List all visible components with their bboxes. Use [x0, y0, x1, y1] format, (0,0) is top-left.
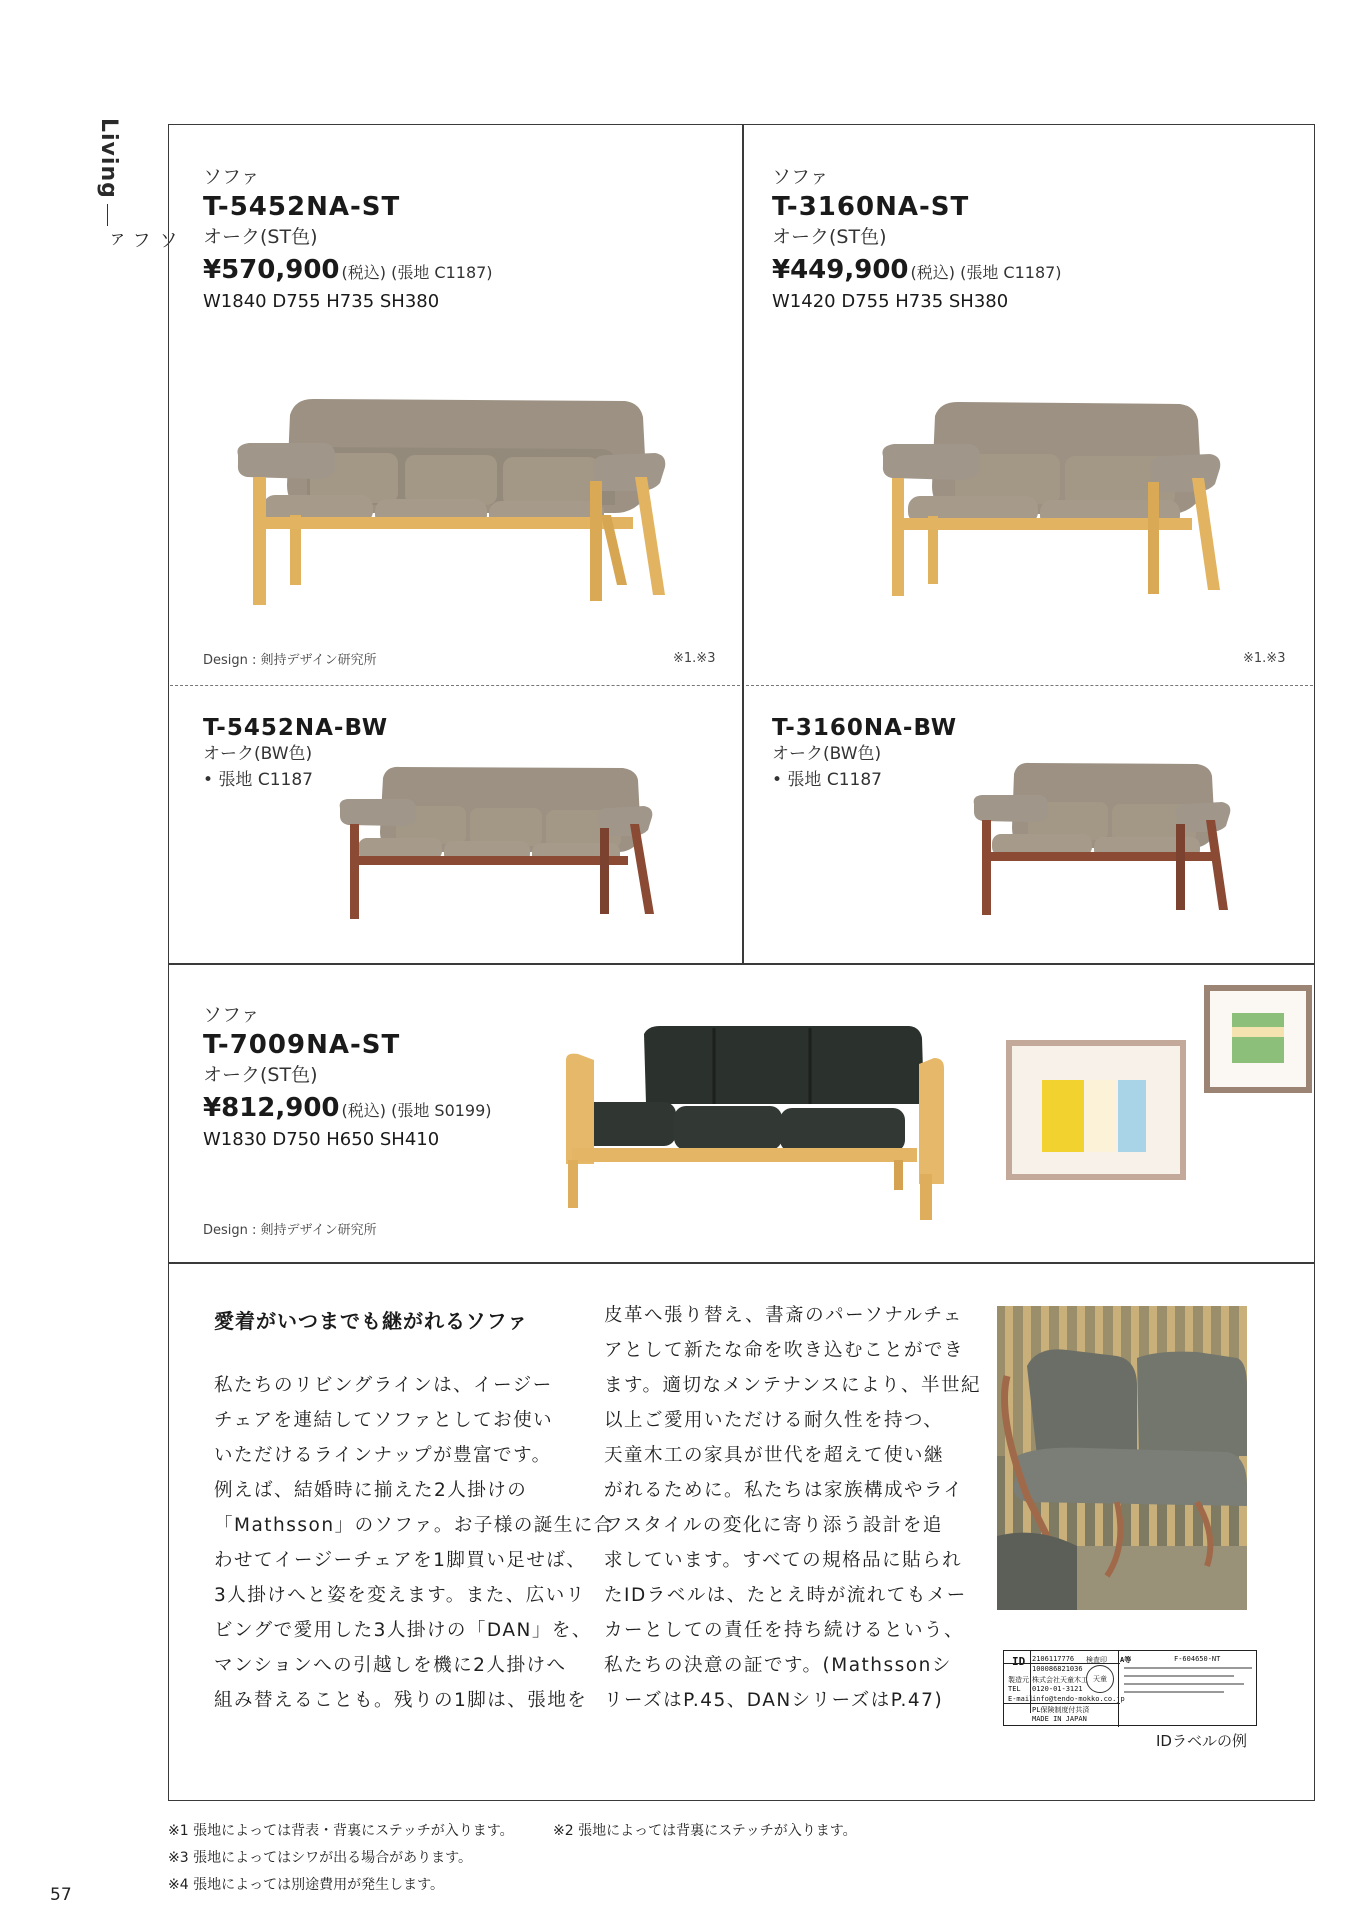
- id-label-seal-icon: 天童: [1086, 1665, 1114, 1693]
- id-label-made: MADE IN JAPAN: [1032, 1715, 1087, 1723]
- product-model: T-3160NA-BW: [772, 715, 958, 741]
- id-label-fineprint: [1124, 1667, 1252, 1669]
- article-line: 「Mathsson」のソファ。お子様の誕生に合: [214, 1515, 614, 1536]
- product-note-ref: ※1.※3: [1243, 651, 1286, 666]
- article-column-2: [604, 1298, 982, 1718]
- product-category: ソファ: [203, 166, 260, 188]
- id-label-fineprint: [1124, 1691, 1224, 1693]
- article-line: ます。適切なメンテナンスにより、半世紀: [604, 1375, 982, 1396]
- sofa-image-t3160-st: [880, 398, 1240, 603]
- side-label-living: Living: [96, 118, 121, 199]
- product-card-t5452-st: [203, 162, 723, 312]
- article-line: 皮革へ張り替え、書斎のパーソナルチェ: [604, 1305, 963, 1326]
- article-line: たIDラベルは、たとえ時が流れてもメー: [604, 1585, 967, 1606]
- article-line: 天童木工の家具が世代を超えて使い継: [604, 1445, 945, 1466]
- product-category: ソファ: [772, 166, 829, 188]
- id-label-maker: 株式会社天童木工: [1032, 1676, 1088, 1684]
- footnote-1: ※1 張地によっては背表・背裏にステッチが入ります。: [168, 1823, 514, 1839]
- product-price: ¥812,900: [203, 1093, 340, 1123]
- id-label-mail-label: E-mail: [1008, 1695, 1034, 1703]
- product-color: オーク(ST色): [203, 1064, 318, 1086]
- product-price-line: [772, 255, 1292, 285]
- product-color: オーク(BW色): [772, 744, 882, 764]
- id-label-rule: [1118, 1651, 1119, 1727]
- framed-artwork-small: [1204, 985, 1312, 1093]
- dashed-divider-right: [746, 685, 1313, 686]
- article-title: 愛着がいつまでも継がれるソファ: [214, 1309, 529, 1333]
- article-line: 私たちのリビングラインは、イージー: [214, 1375, 553, 1396]
- product-dimensions: W1420 D755 H735 SH380: [772, 291, 1009, 312]
- id-label-mail: info@tendo-mokko.co.jp: [1032, 1695, 1125, 1703]
- article-line: 求しています。すべての規格品に貼られ: [604, 1550, 963, 1571]
- footnote-4: ※4 張地によっては別途費用が発生します。: [168, 1877, 444, 1893]
- article-line: がれるために。私たちは家族構成やライ: [604, 1480, 964, 1501]
- product-price: ¥570,900: [203, 255, 340, 285]
- product-price-note: (税込) (張地 C1187): [910, 263, 1062, 282]
- id-label-grade: A等: [1120, 1656, 1132, 1664]
- product-card-t3160-st: [772, 162, 1292, 312]
- id-label-rule: [1004, 1703, 1120, 1704]
- article-line: ビングで愛用した3人掛けの「DAN」を、: [214, 1620, 592, 1641]
- product-model: T-7009NA-ST: [203, 1030, 401, 1060]
- column-divider: [742, 124, 744, 964]
- product-model: T-3160NA-ST: [772, 192, 970, 222]
- id-label-code: 2106117776: [1032, 1655, 1075, 1663]
- article-column-1: [214, 1368, 614, 1718]
- product-color: オーク(BW色): [203, 744, 313, 764]
- article-line: 以上ご愛用いただける耐久性を持つ、: [604, 1410, 944, 1431]
- side-label-sofa: ソファ: [102, 230, 178, 252]
- id-label-tel-label: TEL: [1008, 1685, 1021, 1693]
- product-color: オーク(ST色): [772, 226, 887, 248]
- article-line: 3人掛けへと姿を変えます。また、広いリ: [214, 1585, 586, 1606]
- product-price-note: (税込) (張地 C1187): [341, 263, 493, 282]
- design-credit: Design : 剣持デザイン研究所: [203, 1223, 377, 1238]
- design-credit: Design : 剣持デザイン研究所: [203, 653, 377, 668]
- id-label-maker-label: 製造元: [1008, 1676, 1029, 1684]
- framed-artwork-large: [1006, 1040, 1186, 1180]
- product-price-note: (税込) (張地 S0199): [341, 1101, 492, 1120]
- product-model: T-5452NA-ST: [203, 192, 401, 222]
- id-label-fineprint: [1124, 1675, 1234, 1677]
- id-label-tel: 0120-01-3121: [1032, 1685, 1083, 1693]
- article-line: カーとしての責任を持ち続けるという、: [604, 1620, 965, 1641]
- product-color: オーク(ST色): [203, 226, 318, 248]
- article-line: アとして新たな命を吹き込むことができ: [604, 1340, 965, 1361]
- id-label-rule: [1030, 1651, 1031, 1713]
- product-category: ソファ: [203, 1004, 260, 1026]
- product-price-line: [203, 1093, 563, 1123]
- row-divider-1: [168, 963, 1315, 965]
- id-label-inspection: 検査印: [1086, 1656, 1107, 1664]
- id-label-example: [1003, 1650, 1257, 1726]
- article-line: いただけるラインナップが豊富です。: [214, 1445, 552, 1466]
- footnote-3: ※3 張地によってはシワが出る場合があります。: [168, 1850, 472, 1866]
- article-line: 組み替えることも。残りの1脚は、張地を: [214, 1690, 588, 1711]
- article-line: チェアを連結してソファとしてお使い: [214, 1410, 554, 1431]
- product-card-t7009-st: [203, 1000, 563, 1150]
- side-label-divider: [107, 204, 108, 226]
- sofa-image-t5452-st: [235, 395, 685, 610]
- product-dimensions: W1830 D750 H650 SH410: [203, 1129, 440, 1150]
- product-price-line: [203, 255, 723, 285]
- id-label-number: 100086821036: [1032, 1665, 1083, 1673]
- product-dimensions: W1840 D755 H735 SH380: [203, 291, 440, 312]
- article-line: マンションへの引越しを機に2人掛けへ: [214, 1655, 567, 1676]
- id-label-caption: IDラベルの例: [1156, 1732, 1247, 1750]
- footnote-2: ※2 張地によっては背裏にステッチが入ります。: [553, 1823, 857, 1839]
- article-line: リーズはP.45、DANシリーズはP.47): [604, 1690, 944, 1711]
- id-label-product-no: F-604650-NT: [1174, 1655, 1221, 1663]
- article-line: 私たちの決意の証です。(Mathssonシ: [604, 1655, 952, 1676]
- id-label-id: ID: [1012, 1655, 1026, 1668]
- interior-photo: [997, 1306, 1247, 1610]
- sofa-image-t3160-bw: [972, 760, 1242, 920]
- product-model: T-5452NA-BW: [203, 715, 389, 741]
- row-divider-2: [168, 1262, 1315, 1264]
- sofa-image-t5452-bw: [338, 764, 668, 924]
- article-line: わせてイージーチェアを1脚買い足せば、: [214, 1550, 587, 1571]
- product-price: ¥449,900: [772, 255, 909, 285]
- product-fabric: • 張地 C1187: [203, 770, 313, 790]
- id-label-pl: PL保険制度付共済: [1032, 1706, 1090, 1714]
- id-label-fineprint: [1124, 1683, 1244, 1685]
- id-label-rule: [1004, 1663, 1120, 1664]
- page-number: 57: [50, 1885, 72, 1905]
- product-note-ref: ※1.※3: [673, 651, 716, 666]
- product-card-t3160-bw: [772, 715, 972, 793]
- article-line: フスタイルの変化に寄り添う設計を追: [604, 1515, 943, 1536]
- dashed-divider-left: [170, 685, 740, 686]
- sofa-image-t7009-st: [564, 1024, 949, 1224]
- article-line: 例えば、結婚時に揃えた2人掛けの: [214, 1480, 528, 1501]
- product-fabric: • 張地 C1187: [772, 770, 882, 790]
